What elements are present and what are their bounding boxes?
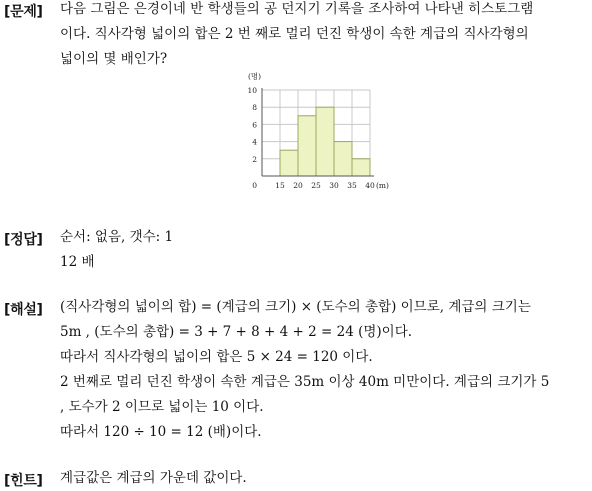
y-tick-label: 6 [252,120,257,130]
y-tick-label: 0 [252,181,257,190]
x-tick-label: 35 [347,181,357,190]
answer-line: 12 배 [60,254,95,270]
answer-tag: [정답] [4,232,43,248]
histogram-bar [352,159,370,176]
histogram-chart [244,70,414,195]
solution-text [60,295,590,445]
answer-line: 순서: 없음, 갯수: 1 [60,229,174,245]
x-axis-label: (m) [376,181,389,190]
y-tick-label: 4 [252,137,257,147]
hint-tag: [힌트] [4,473,43,489]
histogram-bar [334,142,352,176]
solution-tag: [해설] [4,302,43,318]
histogram-bar [280,150,298,176]
solution-line: 2 번째로 멀리 던진 학생이 속한 계급은 35m 이상 40m 미만이다. 계급의 크기가 5 [60,374,550,390]
histogram-bar [316,107,334,176]
x-tick-label: 20 [293,181,303,190]
problem-line: 이다. 직사각형 넓이의 합은 2 번 째로 멀리 던진 학생이 속한 계급의 직사각형의 [60,26,529,42]
problem-line: 다음 그림은 은경이네 반 학생들의 공 던지기 기록을 조사하여 나타낸 히스토그램 [60,1,534,17]
solution-line: 5m , (도수의 총합) = 3 + 7 + 8 + 4 + 2 = 24 (명)이다. [60,324,413,340]
problem-tag: [문제] [4,4,43,20]
solution-line: 따라서 120 ÷ 10 = 12 (배)이다. [60,424,262,440]
y-tick-label: 2 [252,154,257,164]
histogram-bar [298,116,316,176]
problem-text [60,0,590,72]
x-tick-label: 30 [329,181,339,190]
y-axis-label: (명) [248,72,262,81]
x-tick-label: 25 [311,181,321,190]
x-tick-label: 15 [275,181,285,190]
hint-line: 계급값은 계급의 가운데 값이다. [60,470,247,486]
solution-line: (직사각형의 넓이의 합) = (계급의 크기) × (도수의 총합) 이므로, 계급의 크기는 [60,299,531,315]
x-tick-label: 40 [365,181,375,190]
solution-line: 따라서 직사각형의 넓이의 합은 5 × 24 = 120 이다. [60,349,373,365]
answer-text [60,225,590,275]
solution-line: , 도수가 2 이므로 넓이는 10 이다. [60,399,264,415]
y-tick-label: 10 [247,86,257,95]
y-tick-label: 8 [252,103,257,113]
problem-line: 넓이의 몇 배인가? [60,51,168,67]
hint-text [60,466,590,491]
